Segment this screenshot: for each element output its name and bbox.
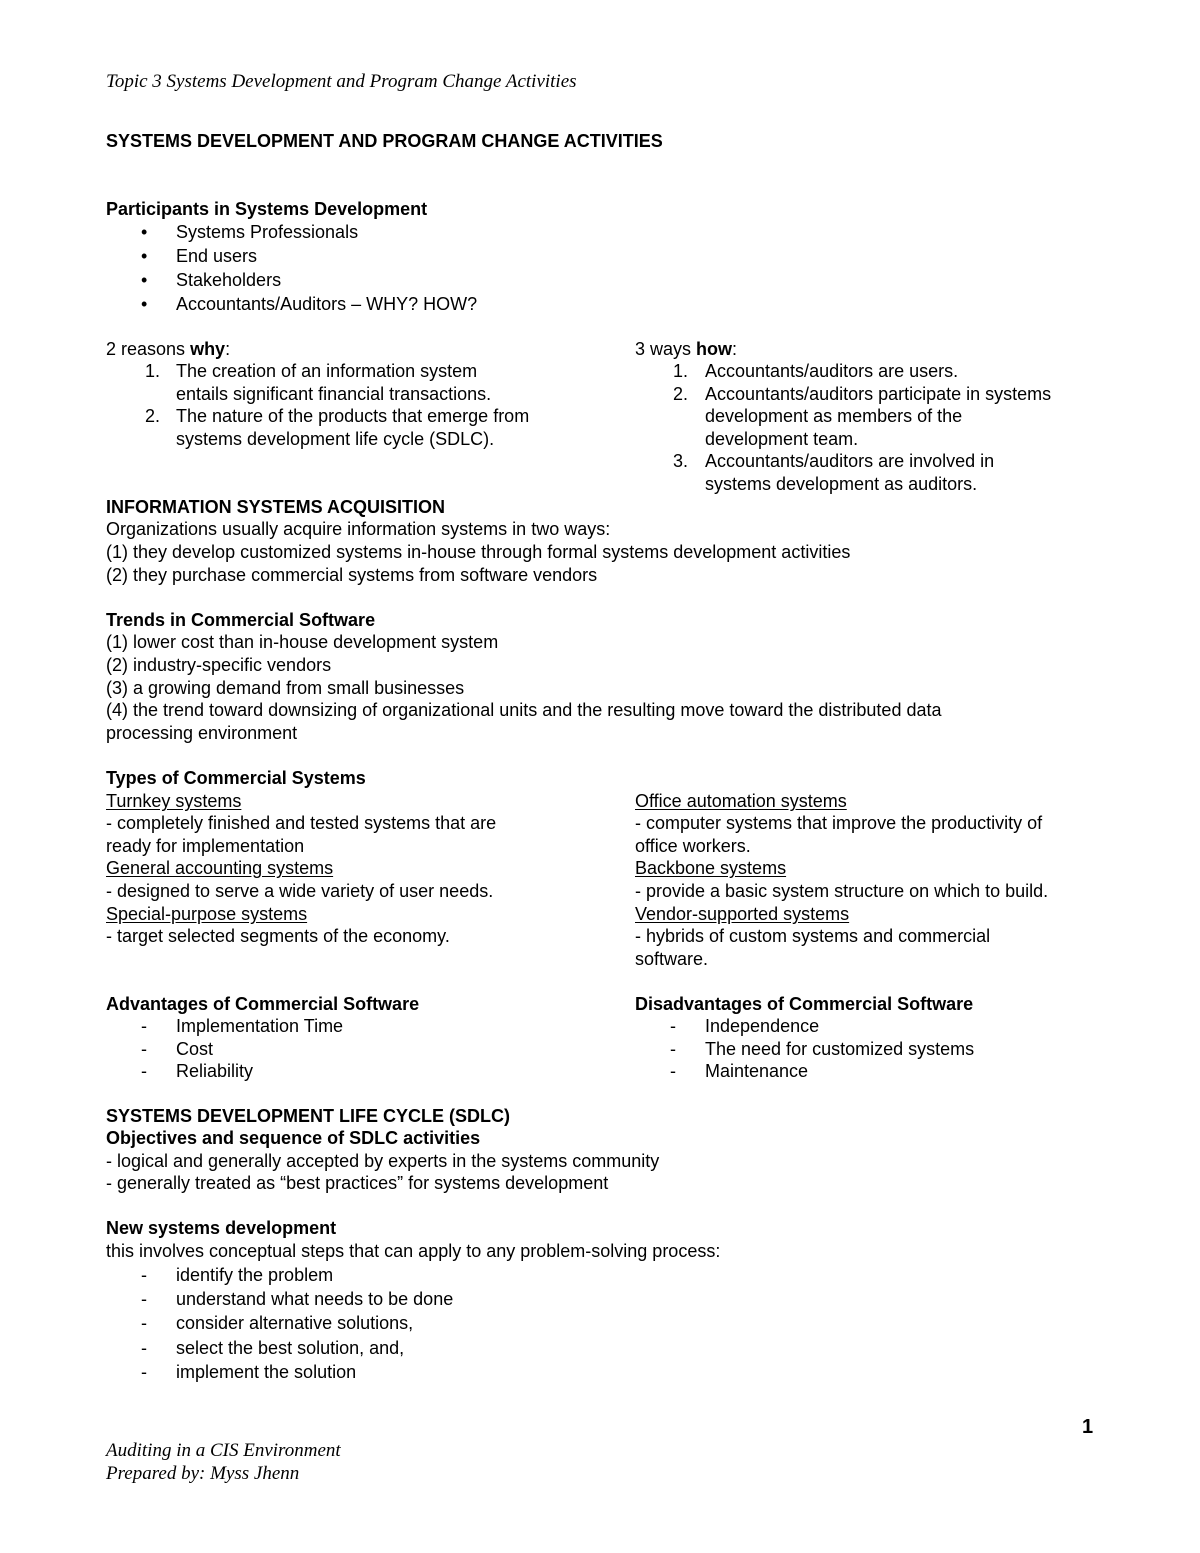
system-type-name: Special-purpose systems [106,904,308,924]
system-type-desc: - completely finished and tested systems that are [106,813,497,833]
list-item: consider alternative solutions, [176,1313,414,1333]
dash-icon: - [141,1338,147,1358]
sdlc-subheading: Objectives and sequence of SDLC activities [106,1128,481,1148]
system-type-desc: - hybrids of custom systems and commercial [635,926,991,946]
footer-course: Auditing in a CIS Environment [106,1440,341,1461]
paragraph-line: (2) industry-specific vendors [106,655,332,675]
how-heading: 3 ways how: [635,339,738,359]
list-item: Systems Professionals [176,222,359,242]
list-number: 1. [672,361,688,381]
list-item: End users [176,246,258,266]
dash-icon: - [670,1061,676,1081]
dash-icon: - [141,1039,147,1059]
dash-icon: - [141,1265,147,1285]
dash-icon: - [141,1289,147,1309]
system-type-name: Turnkey systems [106,791,242,811]
system-type-desc: - target selected segments of the economy. [106,926,450,946]
how-item-line: systems development as auditors. [705,474,978,494]
bullet-icon: • [141,294,148,314]
paragraph-line: (1) they develop customized systems in-house through formal systems development activities [106,542,851,562]
paragraph-line: - logical and generally accepted by experts in the systems community [106,1151,660,1171]
list-number: 2. [672,384,688,404]
bullet-icon: • [141,222,148,242]
list-item: Implementation Time [176,1016,344,1036]
dash-icon: - [141,1061,147,1081]
why-item-line: systems development life cycle (SDLC). [176,429,495,449]
list-item: Reliability [176,1061,254,1081]
paragraph-line: (1) lower cost than in-house development system [106,632,499,652]
running-header: Topic 3 Systems Development and Program Change Activities [106,71,577,92]
why-item-line: entails significant financial transactions. [176,384,492,404]
advantages-heading: Advantages of Commercial Software [106,994,420,1014]
types-heading: Types of Commercial Systems [106,768,366,788]
paragraph-line: (4) the trend toward downsizing of organizational units and the resulting move toward the distributed data [106,700,942,720]
list-item: Maintenance [705,1061,809,1081]
paragraph-line: processing environment [106,723,298,743]
trends-heading: Trends in Commercial Software [106,610,376,630]
system-type-desc: - computer systems that improve the productivity of [635,813,1043,833]
dash-icon: - [141,1016,147,1036]
sdlc-heading: SYSTEMS DEVELOPMENT LIFE CYCLE (SDLC) [106,1106,511,1126]
list-item: identify the problem [176,1265,334,1285]
list-item: Independence [705,1016,820,1036]
how-item-line: development as members of the [705,406,963,426]
how-item-line: Accountants/auditors are users. [705,361,959,381]
dash-icon: - [670,1039,676,1059]
dash-icon: - [141,1313,147,1333]
footer-author: Prepared by: Myss Jhenn [106,1463,300,1484]
why-item-line: The creation of an information system [176,361,478,381]
list-item: select the best solution, and, [176,1338,405,1358]
list-number: 3. [672,451,688,471]
list-number: 2. [144,406,160,426]
paragraph-line: (2) they purchase commercial systems from software vendors [106,565,598,585]
dash-icon: - [141,1362,147,1382]
system-type-desc: ready for implementation [106,836,305,856]
new-dev-heading: New systems development [106,1218,337,1238]
list-item: implement the solution [176,1362,357,1382]
list-item: Accountants/Auditors – WHY? HOW? [176,294,478,314]
paragraph-line: (3) a growing demand from small businesses [106,678,465,698]
document-title: SYSTEMS DEVELOPMENT AND PROGRAM CHANGE ACTIVITIES [106,131,663,151]
list-item: Stakeholders [176,270,282,290]
system-type-desc: software. [635,949,709,969]
list-item: Cost [176,1039,214,1059]
bullet-icon: • [141,270,148,290]
bullet-icon: • [141,246,148,266]
list-item: understand what needs to be done [176,1289,454,1309]
paragraph-line: - generally treated as “best practices” for systems development [106,1173,609,1193]
list-item: The need for customized systems [705,1039,975,1059]
system-type-name: Backbone systems [635,858,787,878]
why-heading: 2 reasons why: [106,339,231,359]
why-item-line: The nature of the products that emerge from [176,406,530,426]
system-type-desc: office workers. [635,836,751,856]
participants-heading: Participants in Systems Development [106,199,428,219]
system-type-name: Office automation systems [635,791,847,811]
paragraph-line: Organizations usually acquire information systems in two ways: [106,519,611,539]
system-type-desc: - provide a basic system structure on which to build. [635,881,1049,901]
dash-icon: - [670,1016,676,1036]
how-item-line: Accountants/auditors participate in systems [705,384,1052,404]
how-item-line: development team. [705,429,859,449]
system-type-name: General accounting systems [106,858,334,878]
system-type-desc: - designed to serve a wide variety of user needs. [106,881,494,901]
system-type-name: Vendor-supported systems [635,904,850,924]
list-number: 1. [144,361,160,381]
page-number: 1 [1082,1416,1094,1438]
how-item-line: Accountants/auditors are involved in [705,451,995,471]
paragraph-line: this involves conceptual steps that can apply to any problem-solving process: [106,1241,721,1261]
disadvantages-heading: Disadvantages of Commercial Software [635,994,974,1014]
acquisition-heading: INFORMATION SYSTEMS ACQUISITION [106,497,446,517]
